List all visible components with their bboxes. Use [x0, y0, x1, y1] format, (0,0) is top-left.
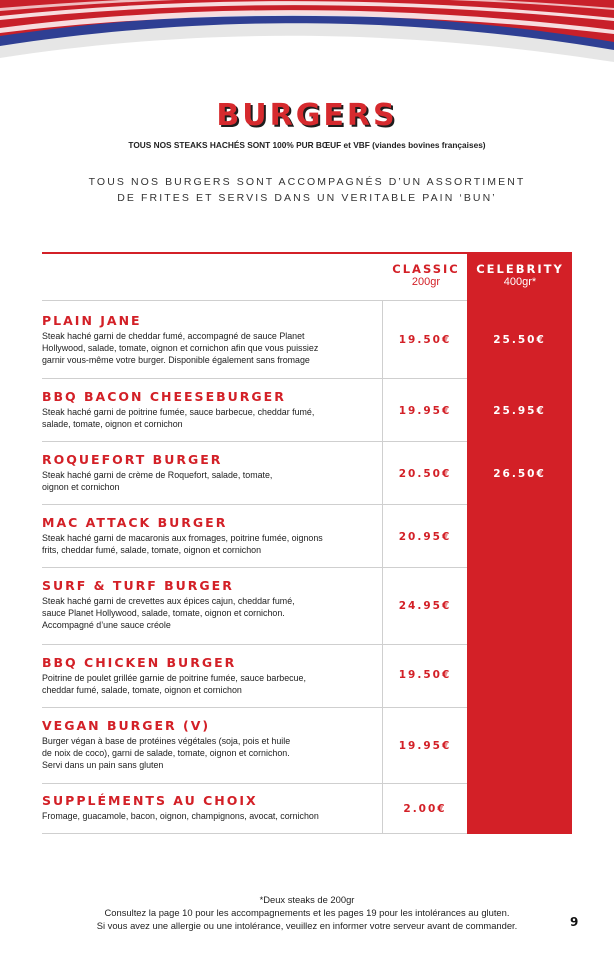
row-divider [42, 567, 467, 568]
description-line: de noix de coco), garni de salade, tomate, oignon et cornichon. [42, 748, 290, 759]
item-description [42, 735, 372, 772]
item-name: BBQ BACON CHEESEBURGER [42, 389, 286, 404]
description-line: sauce Planet Hollywood, salade, tomate, oignon et cornichon. [42, 608, 285, 619]
item-name: VEGAN BURGER (V) [42, 718, 211, 733]
intro-line: TOUS NOS BURGERS SONT ACCOMPAGNÉS D’UN ASSORTIMENT [88, 176, 526, 188]
description-line: Steak haché garni de poitrine fumée, sauce barbecue, cheddar fumé, [42, 407, 315, 417]
page-number: 9 [570, 915, 579, 929]
description-line: Steak haché garni de macaronis aux fromages, poitrine fumée, oignons [42, 533, 323, 543]
intro-text [60, 174, 554, 206]
description-line: Steak haché garni de cheddar fumé, accompagné de sauce Planet [42, 331, 305, 341]
footer-line: Consultez la page 10 pour les accompagnements et les pages 19 pour les intolérances au gluten. [104, 907, 510, 918]
item-description [42, 595, 372, 632]
classic-price: 20.95€ [398, 531, 452, 543]
celebrity-column-header [474, 262, 566, 288]
classic-price: 19.50€ [398, 669, 452, 681]
classic-price: 19.95€ [398, 405, 452, 417]
classic-price: 2.00€ [403, 803, 447, 815]
item-description [42, 672, 372, 696]
item-name: BBQ CHICKEN BURGER [42, 655, 237, 670]
flag-banner [0, 0, 614, 75]
intro-line: DE FRITES ET SERVIS DANS UN VERITABLE PAIN ‘BUN’ [117, 192, 497, 204]
item-description [42, 810, 372, 822]
row-divider [42, 833, 467, 834]
item-description [42, 406, 372, 430]
item-name: PLAIN JANE [42, 313, 142, 328]
description-line: garnir vous-même votre burger. Disponible également sans fromage [42, 355, 310, 366]
footer-notes [40, 893, 574, 932]
classic-weight: 200gr [411, 276, 441, 288]
row-divider [42, 644, 467, 645]
item-name: ROQUEFORT BURGER [42, 452, 223, 467]
classic-price: 19.50€ [398, 334, 452, 346]
classic-price: 20.50€ [398, 468, 452, 480]
item-name: MAC ATTACK BURGER [42, 515, 228, 530]
celebrity-price: 25.95€ [493, 405, 546, 417]
row-divider [42, 300, 467, 301]
steak-origin-note: TOUS NOS STEAKS HACHÉS SONT 100% PUR BŒUF et VBF (viandes bovines françaises) [128, 140, 486, 150]
row-divider [42, 378, 467, 379]
description-line: Steak haché garni de crème de Roquefort, salade, tomate, [42, 470, 273, 480]
description-line: Servi dans un pain sans gluten [42, 760, 164, 771]
description-line: Fromage, guacamole, bacon, oignon, champignons, avocat, cornichon [42, 811, 319, 821]
description-line: salade, tomate, oignon et cornichon [42, 419, 183, 430]
row-divider [42, 504, 467, 505]
item-description [42, 532, 372, 556]
description-line: oignon et cornichon [42, 482, 120, 493]
celebrity-weight: 400gr* [503, 276, 537, 288]
footnote: *Deux steaks de 200gr [259, 894, 355, 905]
description-line: Poitrine de poulet grillée garnie de poitrine fumée, sauce barbecue, [42, 673, 306, 683]
celebrity-price: 26.50€ [493, 468, 546, 480]
footer-line: Si vous avez une allergie ou une intolérance, veuillez en informer votre serveur avant de commander. [96, 920, 518, 931]
description-line: Accompagné d’une sauce créole [42, 620, 171, 631]
item-description [42, 469, 372, 493]
row-divider [42, 707, 467, 708]
classic-price: 24.95€ [398, 600, 452, 612]
description-line: cheddar fumé, salade, tomate, oignon et cornichon [42, 685, 242, 696]
item-name: SUPPLÉMENTS AU CHOIX [42, 793, 258, 808]
item-description [42, 330, 372, 367]
description-line: frits, cheddar fumé, salade, tomate, oignon et cornichon [42, 545, 262, 556]
celebrity-price: 25.50€ [493, 334, 546, 346]
row-divider [42, 441, 467, 442]
row-divider [42, 783, 467, 784]
celebrity-label: CELEBRITY [476, 262, 564, 276]
description-line: Hollywood, salade, tomate, oignon et cornichon afin que vous puissiez [42, 343, 319, 354]
menu-table [42, 252, 572, 834]
description-line: Burger végan à base de protéines végétales (soja, pois et huile [42, 736, 291, 746]
header-divider [42, 252, 467, 254]
description-line: Steak haché garni de crevettes aux épices cajun, cheddar fumé, [42, 596, 295, 606]
page-title: BURGERS [216, 98, 398, 133]
item-name: SURF & TURF BURGER [42, 578, 234, 593]
classic-column-header [383, 262, 469, 288]
classic-label: CLASSIC [392, 262, 460, 276]
classic-price: 19.95€ [398, 740, 452, 752]
